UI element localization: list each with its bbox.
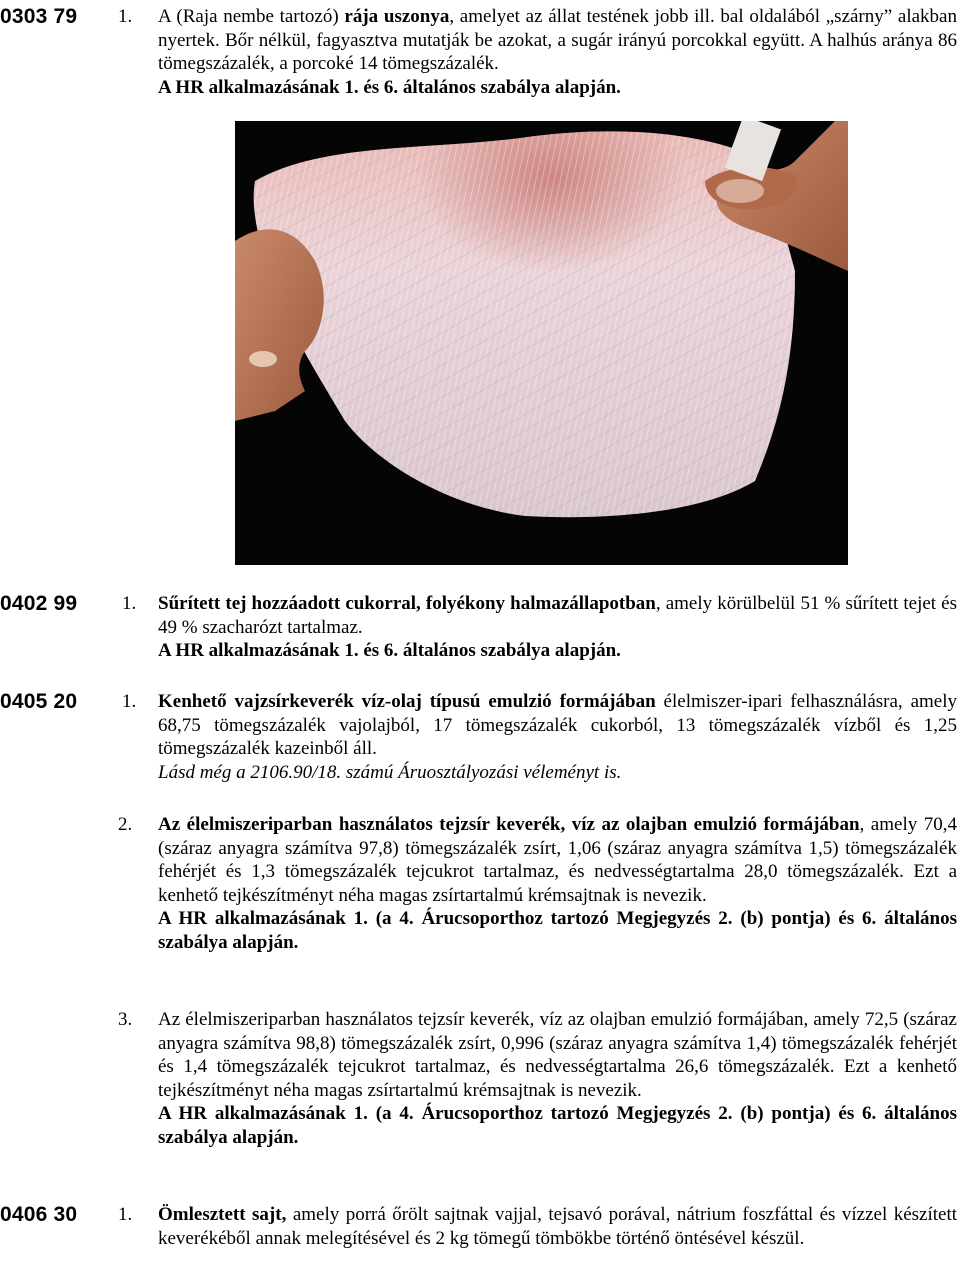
item-number: 3. bbox=[118, 1009, 133, 1030]
product-name: Kenhető vajzsírkeverék víz-olaj típusú emulzió formájában bbox=[158, 691, 656, 712]
product-name: rája uszonya bbox=[344, 6, 450, 27]
description-text: A (Raja nembe tartozó) bbox=[158, 6, 345, 27]
classification-rule: A HR alkalmazásának 1. és 6. általános szabálya alapján. bbox=[158, 640, 621, 661]
item-number: 1. bbox=[118, 1204, 133, 1225]
description-text: élelmiszer-ipari felhasználásra, amely 68,75 tömegszázalék vajolajból, 17 tömegszázalék cukorból, 13 tömegszázalék vízből és 1,25 tömegszázalék kazeinből áll. bbox=[158, 691, 957, 759]
tariff-code: 0303 79 bbox=[0, 5, 78, 28]
item-description bbox=[158, 1008, 957, 1149]
classification-rule: A HR alkalmazásának 1. (a 4. Árucsoporthoz tartozó Megjegyzés 2. (b) pontja) és 6. általános szabálya alapján. bbox=[158, 908, 957, 953]
product-name: Ömlesztett sajt, bbox=[158, 1204, 287, 1225]
classification-rule: A HR alkalmazásának 1. és 6. általános szabálya alapján. bbox=[158, 76, 621, 98]
product-name: Az élelmiszeriparban használatos tejzsír keverék, víz az olajban emulzió formájában bbox=[158, 814, 860, 835]
description-text: Az élelmiszeriparban használatos tejzsír keverék, víz az olajban emulzió formájában, amely 72,5 (száraz anyagra számítva 98,8) tömegszázalék zsírt, 0,996 (száraz anyagra számítva 1,4) tömegszázalék fehérjét és 1,4 tömegszázalék tejcukrot tartalmaz, és nedvességtartalma 26,6 tömegszázalék. Ezt a kenhető tejkészítményt néha magas zsírtartalmú krémsajtnak is nevezik. bbox=[158, 1009, 957, 1101]
description-text: , amelyet az állat testének jobb ill. bal oldalából „szárny” alakban nyertek. Bőr nélkül, fagyasztva mutatják be azokat, a sugár irányú porcokkal együtt. A halhús aránya 86 tömegszázalék, a porcoké 14 tömegszázalék. bbox=[158, 6, 957, 74]
tariff-code: 0406 30 bbox=[0, 1203, 78, 1226]
item-description bbox=[158, 592, 957, 663]
cross-reference-note: Lásd még a 2106.90/18. számú Áruosztályozási véleményt is. bbox=[158, 761, 622, 783]
item-number: 1. bbox=[122, 691, 137, 712]
description-text: , amely körülbelül 51 % sűrített tejet és 49 % szacharózt tartalmaz. bbox=[158, 593, 957, 638]
tariff-code: 0405 20 bbox=[0, 690, 78, 713]
item-description bbox=[158, 5, 957, 99]
item-description bbox=[158, 1203, 957, 1250]
item-number: 1. bbox=[118, 6, 133, 27]
item-description bbox=[158, 813, 957, 954]
product-name: Sűrített tej hozzáadott cukorral, folyékony halmazállapotban bbox=[158, 593, 656, 614]
item-number: 1. bbox=[122, 593, 137, 614]
item-number: 2. bbox=[118, 814, 133, 835]
description-text: amely porrá őrölt sajtnak vajjal, tejsavó porával, nátrium foszfáttal és vízzel készített keverékéből annak melegítésével és 2 kg tömegű tömbökbe történő öntésével készül. bbox=[158, 1204, 958, 1249]
ray-wing-photo bbox=[235, 121, 848, 565]
classification-rule: A HR alkalmazásának 1. (a 4. Árucsoporthoz tartozó Megjegyzés 2. (b) pontja) és 6. általános szabálya alapján. bbox=[158, 1103, 957, 1148]
description-text: , amely 70,4 (száraz anyagra számítva 97,8) tömegszázalék zsírt, 1,06 (száraz anyagra számítva 1,5) tömegszázalék fehérjét és 1,3 tömegszázalék tejcukrot tartalmaz, és nedvességtartalma 28,0 tömegszázalék. Ezt a kenhető tejkészítményt néha magas zsírtartalmú krémsajtnak is nevezik. bbox=[158, 814, 957, 906]
item-description bbox=[158, 690, 957, 784]
tariff-code: 0402 99 bbox=[0, 592, 78, 615]
